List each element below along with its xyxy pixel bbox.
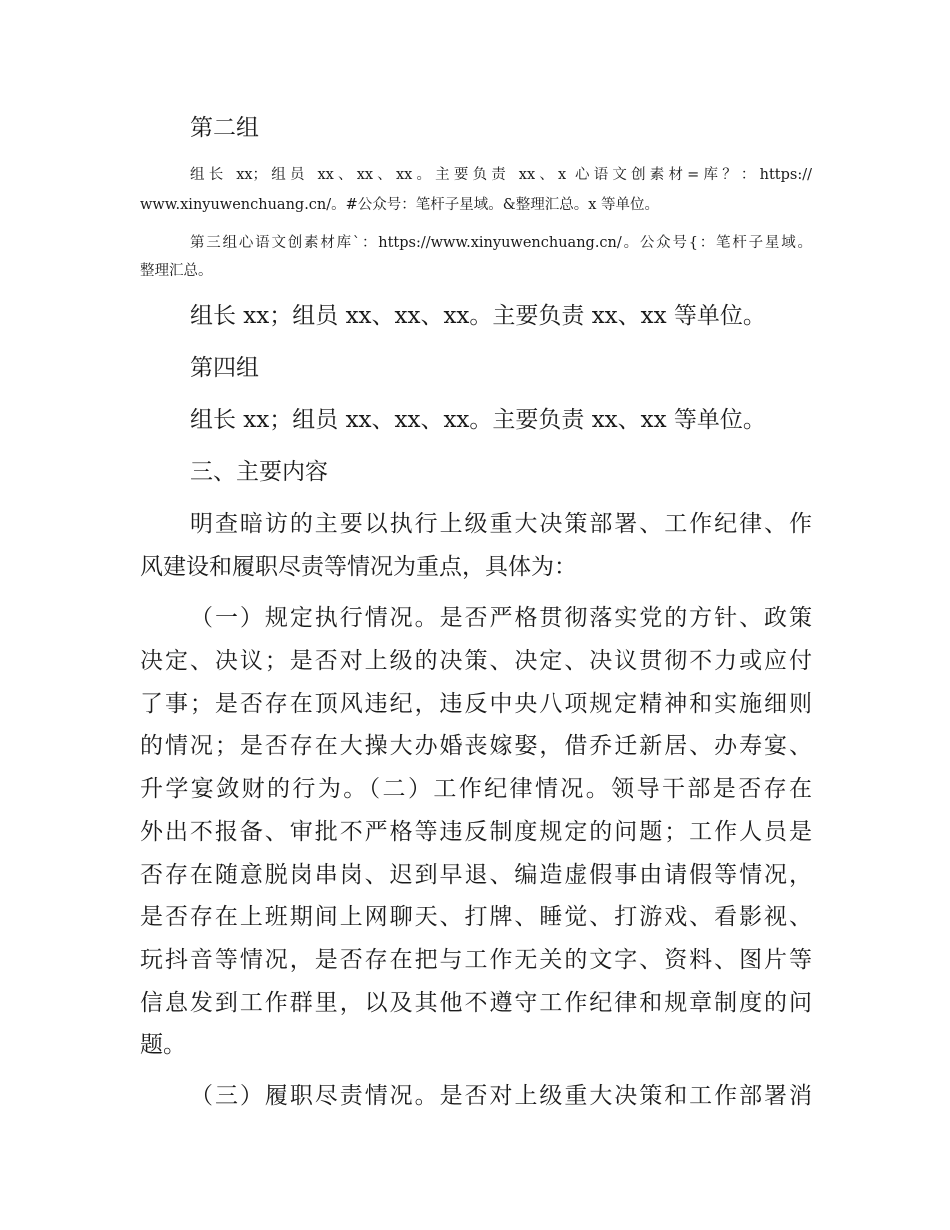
para-1-line: 的情况；是否存在大操大办婚丧嫁娶，借乔迁新居、办寿宴、	[140, 733, 812, 759]
para-1-line: 是否存在上班期间上网聊天、打牌、睡觉、打游戏、看影视、	[140, 904, 812, 930]
intro-line-1: 明查暗访的主要以执行上级重大决策部署、工作纪律、作	[190, 511, 812, 537]
section-3-heading: 三、主要内容	[190, 459, 328, 485]
para-1-line: 玩抖音等情况，是否存在把与工作无关的文字、资料、图片等	[140, 947, 812, 973]
para-1-line: 升学宴敛财的行为。（二）工作纪律情况。领导干部是否存在	[140, 776, 812, 802]
heading-group-4: 第四组	[190, 355, 259, 381]
para-1-line: 否存在随意脱岗串岗、迟到早退、编造虚假事由请假等情况，	[140, 862, 812, 888]
para-1-line: 题。	[140, 1032, 186, 1058]
group-2-text-line-2: www.xinyuwenchuang.cn/。#公众号：笔杆子星域。&整理汇总。x 等单位。	[140, 197, 659, 213]
para-3-line-1: （三）履职尽责情况。是否对上级重大决策和工作部署消	[190, 1083, 812, 1109]
group-3-text-line-2: 整理汇总。	[140, 263, 213, 279]
intro-line-2: 风建设和履职尽责等情况为重点，具体为：	[140, 554, 577, 580]
para-1-line: 了事；是否存在顶风违纪，违反中央八项规定精神和实施细则	[140, 691, 812, 717]
group-4-members: 组长 xx；组员 xx、xx、xx。主要负责 xx、xx 等单位。	[190, 407, 766, 433]
group-2-text-line-1: 组长 xx；组员 xx、xx、xx。主要负责 xx、x 心语文创素材=库？：https://	[190, 167, 812, 183]
para-1-line: 外出不报备、审批不严格等违反制度规定的问题；工作人员是	[140, 819, 812, 845]
para-1-line: 信息发到工作群里，以及其他不遵守工作纪律和规章制度的问	[140, 990, 812, 1016]
group-3-members: 组长 xx；组员 xx、xx、xx。主要负责 xx、xx 等单位。	[190, 303, 766, 329]
para-1-line: 决定、决议；是否对上级的决策、决定、决议贯彻不力或应付	[140, 648, 812, 674]
heading-group-2: 第二组	[190, 115, 259, 141]
group-3-text-line-1: 第三组心语文创素材库`：https://www.xinyuwenchuang.cn/。公众号{：笔杆子星域。	[190, 235, 812, 251]
para-1-line: （一）规定执行情况。是否严格贯彻落实党的方针、政策	[190, 605, 812, 631]
